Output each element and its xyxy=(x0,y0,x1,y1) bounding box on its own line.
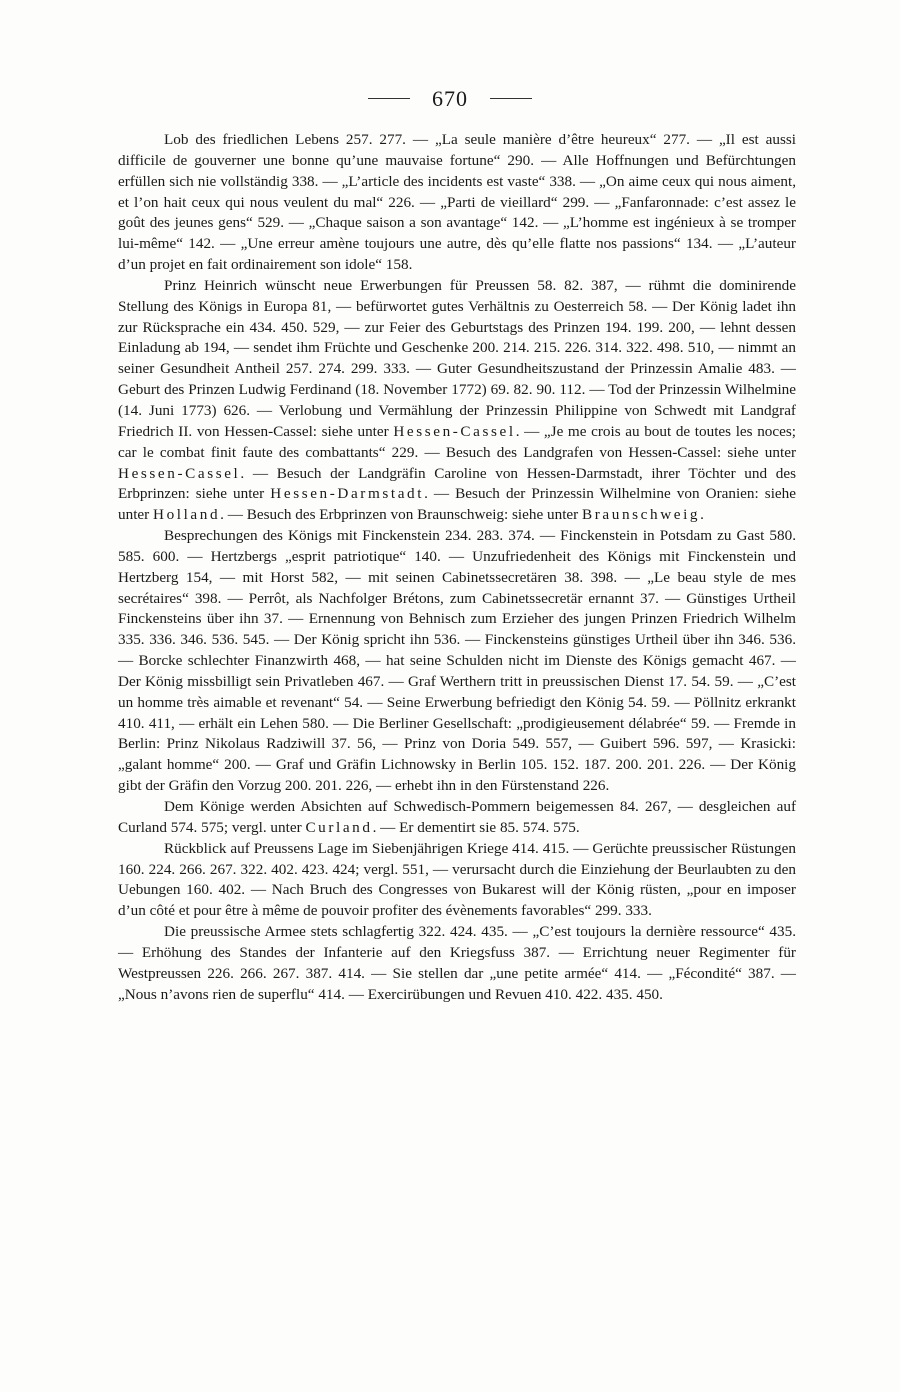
text-run: . xyxy=(700,506,704,524)
spaced-reference: Hessen-Darmstadt xyxy=(270,485,425,503)
header-rule-right xyxy=(490,98,532,99)
spaced-reference: Hessen-Cassel xyxy=(393,422,516,440)
paragraph xyxy=(118,922,796,1005)
paragraph xyxy=(118,797,796,839)
text-run: Rückblick auf Preussens Lage im Siebenjährigen Kriege 414. 415. — Gerüchte preussischer Rüstungen 160. 224. 266. 267. 322. 402. 423. 424; vergl. 551, — verursacht durch die Einziehung der Beurlaubten zu den Uebungen 160. 402. — Nach Bruch des Congresses von Bukarest will der König rüsten, „pour en imposer d’un côté et pour être à même de pouvoir profiter des évènements favorables“ 299. 333. xyxy=(118,839,796,920)
paragraph xyxy=(118,130,796,276)
text-run: . — Er dementirt sie 85. 574. 575. xyxy=(372,818,580,836)
spaced-reference: Hessen-Cassel xyxy=(118,464,241,482)
text-run: . — Besuch der Prinzessin Wilhelmine von Oranien: siehe unter xyxy=(118,485,796,524)
text-run: Lob des friedlichen Lebens 257. 277. — „La seule manière d’être heureux“ 277. — „Il est aussi difficile de gouverner une bonne qu’une mauvaise fortune“ 290. — Alle Hoffnungen und Befürchtungen erfüllen sich nie vollständig 338. — „L’article des incidents est vaste“ 338. — „On aime ceux qui nous aiment, et l’on hait ceux qui nous veulent du mal“ 226. — „Parti de vieillard“ 299. — „Fanfaronnade: c’est assez le goût des jeunes gens“ 529. — „Chaque saison a son avantage“ 142. — „L’homme est ingénieux à se tromper lui-même“ 142. — „Une erreur amène toujours une autre, dès qu’elle flatte nos passions“ 134. — „L’auteur d’un projet en fait ordinairement son idole“ 158. xyxy=(118,131,796,274)
text-run: . — Besuch des Erbprinzen von Braunschweig: siehe unter xyxy=(220,506,583,524)
body-text xyxy=(118,130,796,1005)
text-run: . — Besuch der Landgräfin Caroline von Hessen-Darmstadt, ihrer Töchter und des Erbprinzen: siehe unter xyxy=(118,464,796,503)
paragraph xyxy=(118,276,796,526)
spaced-reference: Braunschweig xyxy=(582,506,701,524)
text-run: Besprechungen des Königs mit Finckenstein 234. 283. 374. — Finckenstein in Potsdam zu Gast 580. 585. 600. — Hertzbergs „esprit patriotique“ 140. — Unzufriedenheit des Königs mit Finckenstein und Hertzberg 154, — mit Horst 582, — mit seinen Cabinetssecretären 38. 398. — „Le beau style de mes secrétaires“ 398. — Perrôt, als Nachfolger Brétons, zum Cabinetssecretär ernannt 37. — Günstiges Urtheil Finckensteins über ihn 37. — Ernennung von Behnisch zum Erzieher des jungen Prinzen Friedrich Wilhelm 335. 336. 346. 536. 545. — Der König spricht ihn 536. — Finckensteins günstiges Urtheil über ihn 346. 536. — Borcke schlechter Finanzwirth 468, — hat seine Schulden nicht im Dienste des Königs gemacht 467. — Der König missbilligt sein Privatleben 467. — Graf Werthern tritt in preussischen Dienst 17. 54. 59. — „C’est un homme très aimable et revenant“ 54. — Seine Erwerbung befriedigt den König 54. 59. — Pöllnitz erkrankt 410. 411, — erhält ein Lehen 580. — Die Berliner Gesellschaft: „prodigieusement délabrée“ 59. — Fremde in Berlin: Prinz Nikolaus Radziwill 37. 56, — Prinz von Doria 549. 557, — Guibert 596. 597, — Krasicki: „galant homme“ 200. — Graf und Gräfin Lichnowsky in Berlin 105. 152. 187. 200. 201. 226. — Der König gibt der Gräfin den Vorzug 200. 201. 226, — erhebt ihn in den Fürstenstand 226. xyxy=(118,527,796,795)
paragraph xyxy=(118,839,796,922)
text-run: Prinz Heinrich wünscht neue Erwerbungen für Preussen 58. 82. 387, — rühmt die dominirende Stellung des Königs in Europa 81, — befürwortet gutes Verhältnis zu Oesterreich 58. — Der König ladet ihn zur Rücksprache ein 434. 450. 529, — zur Feier des Geburtstags des Prinzen 194. 199. 200, — lehnt dessen Einladung ab 194, — sendet ihm Früchte und Geschenke 200. 214. 215. 226. 314. 322. 498. 510, — nimmt an seiner Gesundheit Antheil 257. 274. 299. 333. — Guter Gesundheitszustand der Prinzessin Amalie 483. — Geburt des Prinzen Ludwig Ferdinand (18. November 1772) 69. 82. 90. 112. — Tod der Prinzessin Wilhelmine (14. Juni 1773) 626. — Verlobung und Vermählung der Prinzessin Philippine von Schwedt mit Landgraf Friedrich II. von Hessen-Cassel: siehe unter xyxy=(118,276,796,440)
paragraph xyxy=(118,526,796,797)
spaced-reference: Holland xyxy=(153,506,221,524)
text-run: . — „Je me crois au bout de toutes les noces; car le combat finit faute des combattants“ 229. — Besuch des Landgrafen von Hessen-Cassel: siehe unter xyxy=(118,422,796,461)
page-number: 670 xyxy=(432,85,468,111)
header-rule-left xyxy=(368,98,410,99)
text-run: Die preussische Armee stets schlagfertig 322. 424. 435. — „C’est toujours la dernière ressource“ 435. — Erhöhung des Standes der Infanterie auf den Kriegsfuss 387. — Errichtung neuer Regimenter für Westpreussen 226. 266. 267. 387. 414. — Sie stellen dar „une petite armée“ 414. — „Fécondité“ 387. — „Nous n’avons rien de superflu“ 414. — Exercirübungen und Revuen 410. 422. 435. 450. xyxy=(118,923,796,1003)
spaced-reference: Curland xyxy=(305,818,373,836)
text-run: Dem Könige werden Absichten auf Schwedisch-Pommern beigemessen 84. 267, — desgleichen auf Curland 574. 575; vergl. unter xyxy=(118,798,796,836)
page-header xyxy=(0,84,900,112)
